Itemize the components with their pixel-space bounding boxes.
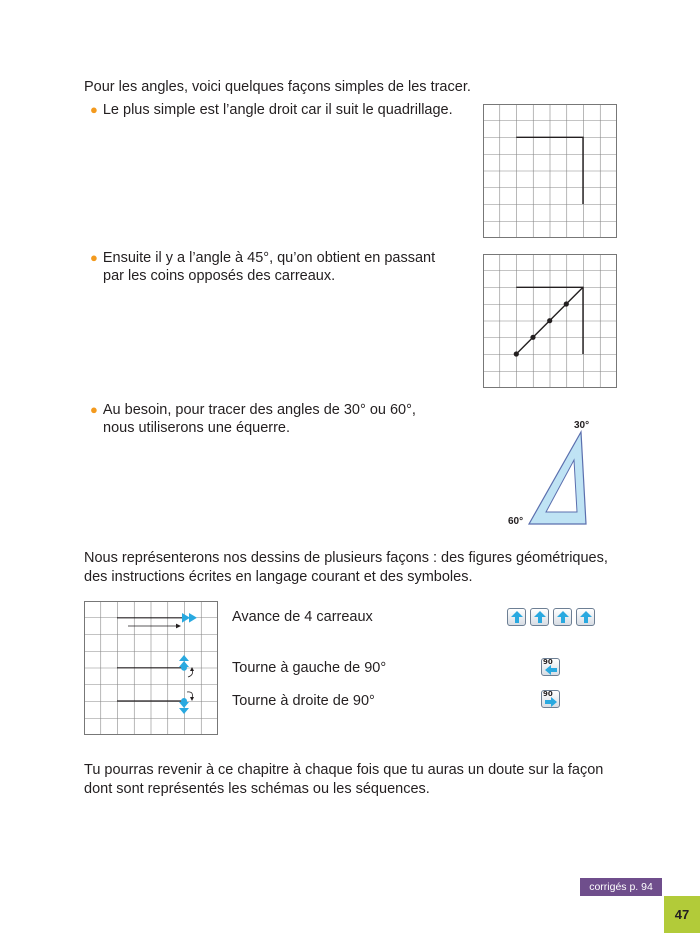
arrow-up-icon [579, 610, 593, 624]
turn-left-curve [188, 670, 193, 677]
arrow-right-icon [182, 613, 190, 623]
forward-button[interactable] [553, 608, 572, 626]
bullet-set-square-line1: Au besoin, pour tracer des angles de 30° ou 60°, [102, 402, 416, 418]
arrow-up-icon [179, 655, 189, 661]
right-angle-grid [483, 104, 617, 238]
arrow-up-icon [179, 661, 189, 667]
bullet-right-angle-text: Le plus simple est l’angle droit car il suit le quadrillage. [102, 102, 453, 118]
bullet-set-square-line2: nous utiliserons une équerre. [103, 420, 291, 436]
bullet-right-angle [90, 100, 453, 120]
command-right-text: Tourne à droite de 90° [232, 693, 375, 709]
bullet-45-angle [90, 248, 435, 268]
conclusion-line1: Tu pourras revenir à ce chapitre à chaque fois que tu auras un doute sur la façon [84, 762, 604, 778]
representation-line2: des instructions écrites en langage courant et des symboles. [84, 569, 473, 585]
arrow-up-icon [510, 610, 524, 624]
angle-45-grid [483, 254, 617, 388]
bullet-set-square [90, 400, 416, 420]
corriges-link[interactable]: corrigés p. 94 [580, 878, 662, 896]
bullet-dot-icon: ● [90, 102, 98, 117]
forward-button[interactable] [507, 608, 526, 626]
command-forward-text: Avance de 4 carreaux [232, 609, 373, 625]
turn-left-90-icon [544, 662, 558, 676]
bullet-45-line2: par les coins opposés des carreaux. [103, 268, 336, 284]
turn-right-badge: 90 [543, 690, 553, 698]
diagonal-point [564, 301, 569, 306]
diagonal-point [547, 318, 552, 323]
turn-left-badge: 90 [543, 658, 553, 666]
bullet-45-line1: Ensuite il y a l’angle à 45°, qu’on obtient en passant [102, 250, 436, 266]
bullet-dot-icon: ● [90, 250, 98, 265]
arrow-down-icon [179, 702, 189, 708]
forward-button[interactable] [576, 608, 595, 626]
bullet-dot-icon: ● [90, 402, 98, 417]
diagonal-point [530, 335, 535, 340]
representation-line1: Nous représenterons nos dessins de plusieurs façons : des figures géométriques, [84, 550, 608, 566]
turn-left-button[interactable] [541, 658, 560, 676]
page-number: 47 [664, 896, 700, 933]
set-square-icon [526, 430, 590, 526]
set-square-label-30: 30° [574, 420, 590, 431]
turn-right-90-icon [544, 694, 558, 708]
right-angle-line [516, 137, 583, 204]
set-square-label-60: 60° [508, 516, 524, 527]
turn-right-button[interactable] [541, 690, 560, 708]
conclusion-line2: dont sont représentés les schémas ou les séquences. [84, 781, 430, 797]
arrow-down-icon [179, 708, 189, 714]
commands-grid [84, 601, 218, 735]
arrow-up-icon [556, 610, 570, 624]
arrow-right-icon [189, 613, 197, 623]
arrow-up-icon [533, 610, 547, 624]
forward-button[interactable] [530, 608, 549, 626]
command-left-text: Tourne à gauche de 90° [232, 660, 387, 676]
intro-text: Pour les angles, voici quelques façons simples de les tracer. [84, 79, 471, 95]
diagonal-point [514, 351, 519, 356]
